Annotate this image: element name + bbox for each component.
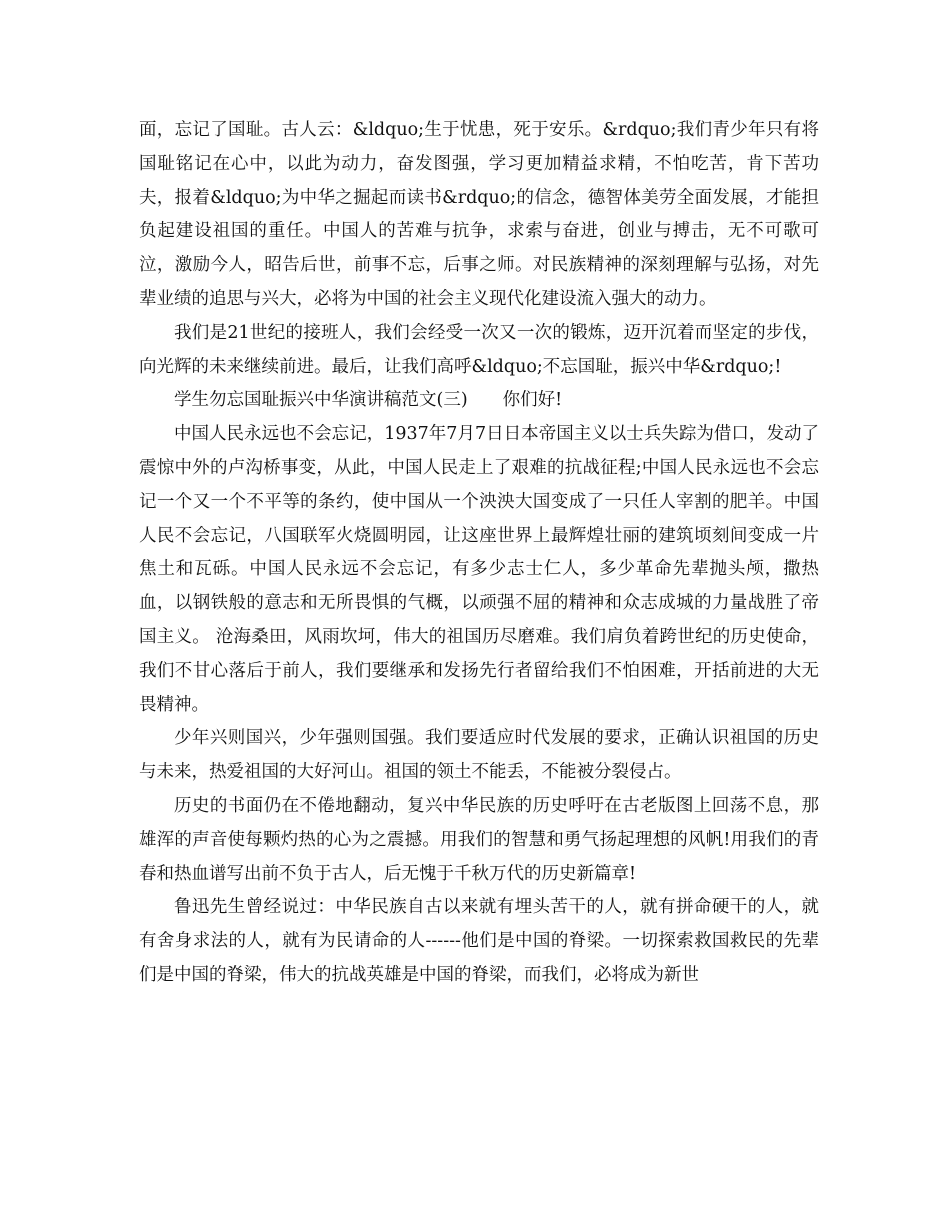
paragraph-3-heading: 学生勿忘国耻振兴中华演讲稿范文(三) 你们好! [174,390,563,411]
paragraph-6: 历史的书面仍在不倦地翻动，复兴中华民族的历史呼吁在古老版图上回荡不息，那雄浑的声音使每颗灼热的心为之震撼。用我们的智慧和勇气扬起理想的风帆!用我们的青春和热血谱写出前不负于古人，后无愧于千秋万代的历史新篇章! [139,795,819,884]
paragraph-2: 我们是21世纪的接班人，我们会经受一次又一次的锻炼，迈开沉着而坚定的步伐，向光辉的未来继续前进。最后，让我们高呼&ldquo;不忘国耻，振兴中华&rdquo;! [139,322,819,377]
document-body [139,114,819,993]
paragraph-7: 鲁迅先生曾经说过：中华民族自古以来就有埋头苦干的人，就有拼命硬干的人，就有舍身求法的人，就有为民请命的人------他们是中国的脊梁。一切探索救国救民的先辈们是中国的脊梁，伟大的抗战英雄是中国的脊梁，而我们，必将成为新世 [139,897,819,985]
paragraph-1: 面，忘记了国耻。古人云：&ldquo;生于忧患，死于安乐。&rdquo;我们青少年只有将国耻铭记在心中，以此为动力，奋发图强，学习更加精益求精，不怕吃苦，肯下苦功夫，报着&ldquo;为中华之掘起而读书&rdquo;的信念，德智体美劳全面发展，才能担负起建设祖国的重任。中国人的苦难与抗争，求索与奋进，创业与搏击，无不可歌可泣，激励今人，昭告后世，前事不忘，后事之师。对民族精神的深刻理解与弘扬，对先辈业绩的追思与兴大，必将为中国的社会主义现代化建设流入强大的动力。 [139,120,819,309]
paragraph-5: 少年兴则国兴，少年强则国强。我们要适应时代发展的要求，正确认识祖国的历史与未来，热爱祖国的大好河山。祖国的领土不能丢，不能被分裂侵占。 [139,728,819,783]
paragraph-4: 中国人民永远也不会忘记，1937年7月7日日本帝国主义以士兵失踪为借口，发动了震惊中外的卢沟桥事变，从此，中国人民走上了艰难的抗战征程;中国人民永远也不会忘记一个又一个不平等的条约，使中国从一个泱泱大国变成了一只任人宰割的肥羊。中国人民不会忘记，八国联军火烧圆明园，让这座世界上最辉煌壮丽的建筑顷刻间变成一片焦土和瓦砾。中国人民永远不会忘记，有多少志士仁人，多少革命先辈抛头颅，撒热血，以钢铁般的意志和无所畏惧的气概，以顽强不屈的精神和众志成城的力量战胜了帝国主义。 沧海桑田，风雨坎坷，伟大的祖国历尽磨难。我们肩负着跨世纪的历史使命，我们不甘心落后于前人，我们要继承和发扬先行者留给我们不怕困难，开括前进的大无畏精神。 [139,424,819,715]
